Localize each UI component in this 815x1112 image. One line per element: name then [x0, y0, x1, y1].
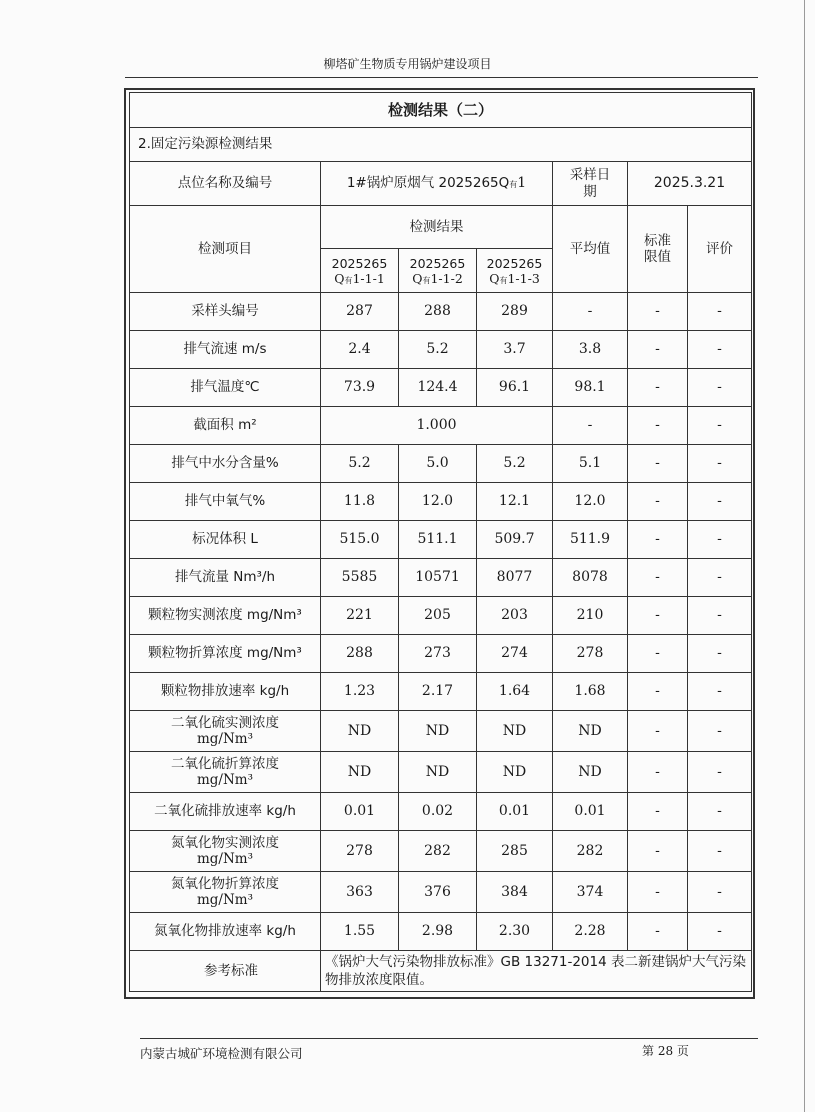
limit-value: - [628, 711, 688, 752]
row-item-label: 排气中氧气% [130, 483, 321, 521]
sample-date-value: 2025.3.21 [628, 162, 752, 206]
average-value: 511.9 [553, 521, 628, 559]
average-value: 282 [553, 831, 628, 872]
limit-value: - [628, 559, 688, 597]
limit-value: - [628, 331, 688, 369]
row-item-label: 排气流速 m/s [130, 331, 321, 369]
result-3: ND [477, 711, 553, 752]
scan-edge [804, 0, 805, 1112]
result-1: 288 [321, 635, 399, 673]
result-1: 5.2 [321, 445, 399, 483]
table-row [130, 483, 752, 521]
result-1: 515.0 [321, 521, 399, 559]
result-2: 124.4 [399, 369, 477, 407]
average-value: ND [553, 752, 628, 793]
result-2: 511.1 [399, 521, 477, 559]
table-row [130, 369, 752, 407]
row-item-label: 二氧化硫实测浓度 mg/Nm³ [130, 711, 321, 752]
limit-value: - [628, 407, 688, 445]
row-item-label: 排气温度℃ [130, 369, 321, 407]
evaluation-value: - [688, 831, 752, 872]
evaluation-value: - [688, 331, 752, 369]
average-value: 2.28 [553, 913, 628, 951]
evaluation-value: - [688, 793, 752, 831]
table-title: 检测结果（二） [130, 93, 752, 128]
result-3: 96.1 [477, 369, 553, 407]
evaluation-value: - [688, 407, 752, 445]
point-value: 1#锅炉原烟气 2025265Q有1 [321, 162, 553, 206]
limit-value: - [628, 597, 688, 635]
limit-value: - [628, 445, 688, 483]
result-2: 205 [399, 597, 477, 635]
results-table [129, 92, 752, 992]
limit-value: - [628, 673, 688, 711]
row-item-label: 采样头编号 [130, 293, 321, 331]
merged-value: 1.000 [321, 407, 553, 445]
evaluation-value: - [688, 913, 752, 951]
result-3: 1.64 [477, 673, 553, 711]
limit-value: - [628, 521, 688, 559]
table-row [130, 913, 752, 951]
row-item-label: 截面积 m² [130, 407, 321, 445]
result-3: 8077 [477, 559, 553, 597]
row-item-label: 颗粒物实测浓度 mg/Nm³ [130, 597, 321, 635]
limit-value: - [628, 793, 688, 831]
result-2: ND [399, 711, 477, 752]
result-3: 2.30 [477, 913, 553, 951]
result-2: 10571 [399, 559, 477, 597]
result-1: ND [321, 752, 399, 793]
average-header: 平均值 [553, 206, 628, 293]
point-label: 点位名称及编号 [130, 162, 321, 206]
table-row [130, 872, 752, 913]
table-row [130, 673, 752, 711]
result-1: 1.55 [321, 913, 399, 951]
result-2: 273 [399, 635, 477, 673]
average-value: - [553, 407, 628, 445]
result-2: 282 [399, 831, 477, 872]
limit-value: - [628, 913, 688, 951]
evaluation-value: - [688, 293, 752, 331]
limit-value: - [628, 635, 688, 673]
limit-header: 标准限值 [628, 206, 688, 293]
table-row [130, 521, 752, 559]
result-2: ND [399, 752, 477, 793]
table-row [130, 407, 752, 445]
table-row [130, 331, 752, 369]
row-item-label: 排气中水分含量% [130, 445, 321, 483]
table-row [130, 793, 752, 831]
results-header: 检测结果 [321, 206, 553, 249]
row-item-label: 颗粒物折算浓度 mg/Nm³ [130, 635, 321, 673]
page-number: 第 28 页 [642, 1044, 689, 1058]
result-1: 5585 [321, 559, 399, 597]
reference-row [130, 951, 752, 992]
sample-id-header: 2025265 Q有1-1-3 [477, 249, 553, 293]
footer-rule [140, 1038, 758, 1039]
limit-value: - [628, 369, 688, 407]
limit-value: - [628, 752, 688, 793]
average-value: 3.8 [553, 331, 628, 369]
result-1: 278 [321, 831, 399, 872]
row-item-label: 二氧化硫排放速率 kg/h [130, 793, 321, 831]
result-3: ND [477, 752, 553, 793]
table-row [130, 711, 752, 752]
table-row [130, 831, 752, 872]
evaluation-value: - [688, 559, 752, 597]
evaluation-header: 评价 [688, 206, 752, 293]
result-1: 363 [321, 872, 399, 913]
average-value: 278 [553, 635, 628, 673]
average-value: 210 [553, 597, 628, 635]
average-value: 0.01 [553, 793, 628, 831]
evaluation-value: - [688, 445, 752, 483]
result-2: 5.0 [399, 445, 477, 483]
table-row [130, 635, 752, 673]
result-3: 289 [477, 293, 553, 331]
table-row [130, 445, 752, 483]
result-3: 3.7 [477, 331, 553, 369]
limit-value: - [628, 872, 688, 913]
result-3: 274 [477, 635, 553, 673]
row-item-label: 排气流量 Nm³/h [130, 559, 321, 597]
evaluation-value: - [688, 483, 752, 521]
result-2: 12.0 [399, 483, 477, 521]
average-value: 374 [553, 872, 628, 913]
evaluation-value: - [688, 673, 752, 711]
table-row [130, 752, 752, 793]
table-row [130, 597, 752, 635]
result-3: 12.1 [477, 483, 553, 521]
result-2: 0.02 [399, 793, 477, 831]
reference-label: 参考标准 [130, 951, 321, 992]
average-value: ND [553, 711, 628, 752]
result-3: 384 [477, 872, 553, 913]
evaluation-value: - [688, 872, 752, 913]
row-item-label: 氮氧化物排放速率 kg/h [130, 913, 321, 951]
result-1: 1.23 [321, 673, 399, 711]
result-1: ND [321, 711, 399, 752]
limit-value: - [628, 483, 688, 521]
evaluation-value: - [688, 711, 752, 752]
result-2: 376 [399, 872, 477, 913]
table-row [130, 293, 752, 331]
average-value: 1.68 [553, 673, 628, 711]
result-1: 0.01 [321, 793, 399, 831]
evaluation-value: - [688, 369, 752, 407]
average-value: 8078 [553, 559, 628, 597]
result-2: 5.2 [399, 331, 477, 369]
result-3: 0.01 [477, 793, 553, 831]
result-1: 287 [321, 293, 399, 331]
sample-id-header: 2025265 Q有1-1-2 [399, 249, 477, 293]
row-item-label: 氮氧化物实测浓度 mg/Nm³ [130, 831, 321, 872]
result-2: 288 [399, 293, 477, 331]
result-1: 11.8 [321, 483, 399, 521]
row-item-label: 颗粒物排放速率 kg/h [130, 673, 321, 711]
evaluation-value: - [688, 597, 752, 635]
sample-id-header: 2025265 Q有1-1-1 [321, 249, 399, 293]
result-3: 203 [477, 597, 553, 635]
row-item-label: 二氧化硫折算浓度 mg/Nm³ [130, 752, 321, 793]
limit-value: - [628, 831, 688, 872]
average-value: 5.1 [553, 445, 628, 483]
footer-company: 内蒙古城矿环境检测有限公司 [140, 1046, 303, 1061]
evaluation-value: - [688, 635, 752, 673]
evaluation-value: - [688, 752, 752, 793]
row-item-label: 氮氧化物折算浓度 mg/Nm³ [130, 872, 321, 913]
document-header: 柳塔矿生物质专用锅炉建设项目 [323, 57, 492, 71]
header-rule [125, 77, 758, 78]
result-1: 73.9 [321, 369, 399, 407]
section-heading: 2.固定污染源检测结果 [130, 128, 752, 162]
result-3: 509.7 [477, 521, 553, 559]
result-2: 2.98 [399, 913, 477, 951]
table-row [130, 559, 752, 597]
average-value: - [553, 293, 628, 331]
limit-value: - [628, 293, 688, 331]
sample-date-label: 采样日期 [553, 162, 628, 206]
item-header: 检测项目 [130, 206, 321, 293]
row-item-label: 标况体积 L [130, 521, 321, 559]
result-1: 221 [321, 597, 399, 635]
reference-text: 《锅炉大气污染物排放标准》GB 13271-2014 表二新建锅炉大气污染物排放浓度限值。 [321, 951, 752, 992]
result-2: 2.17 [399, 673, 477, 711]
evaluation-value: - [688, 521, 752, 559]
result-3: 285 [477, 831, 553, 872]
result-1: 2.4 [321, 331, 399, 369]
average-value: 12.0 [553, 483, 628, 521]
average-value: 98.1 [553, 369, 628, 407]
result-3: 5.2 [477, 445, 553, 483]
